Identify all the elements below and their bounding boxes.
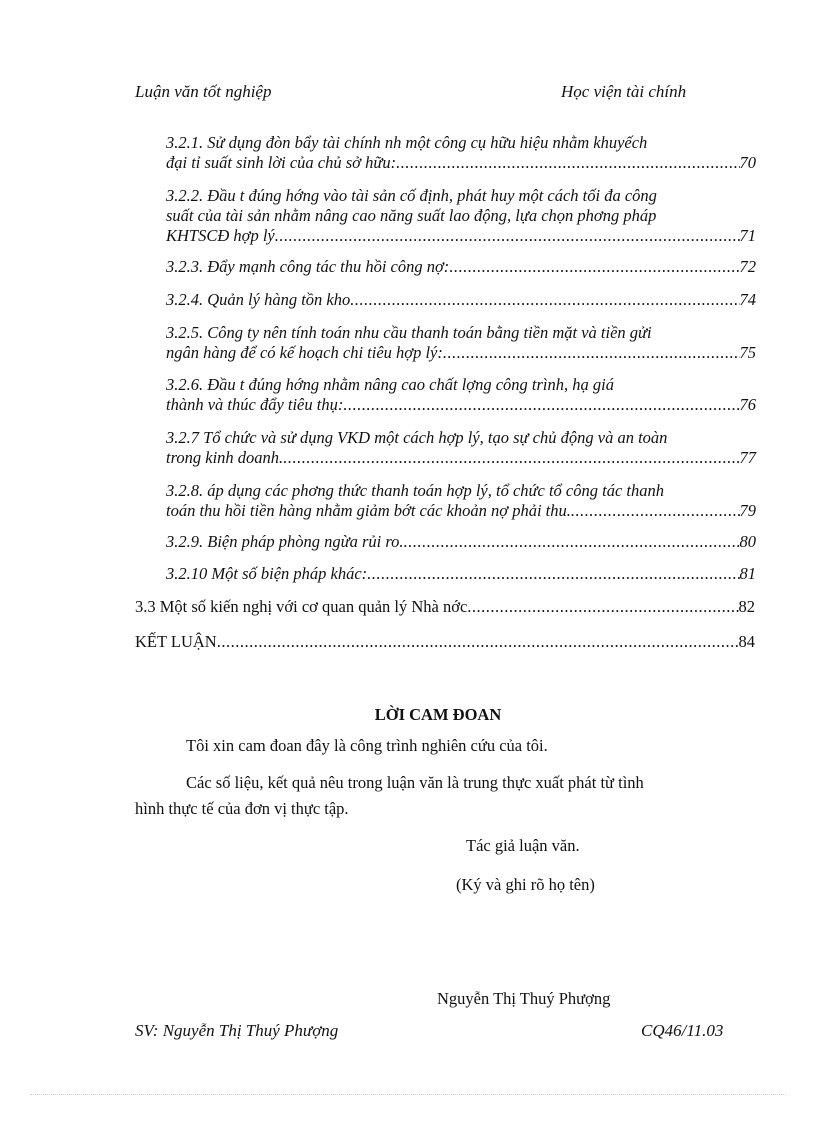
toc-leader	[396, 153, 739, 173]
toc-text: 3.3 Một số kiến nghị với cơ quan quản lý Nhà nớc	[135, 597, 468, 616]
toc-leader	[367, 564, 739, 584]
header-left: Luận văn tốt nghiệp	[135, 82, 272, 101]
toc-entry-3-2-5	[166, 323, 756, 363]
toc-text: toán thu hồi tiền hàng nhằm giảm bớt các khoản nợ phải thu.	[166, 501, 571, 520]
toc-text: KẾT LUẬN	[135, 632, 217, 651]
footer-right: CQ46/11.03	[641, 1021, 724, 1040]
toc-entry-3-2-2	[166, 186, 756, 246]
toc-line: 3.2.7 Tổ chức và sử dụng VKD một cách hợp lý, tạo sự chủ động và an toàn	[166, 428, 668, 447]
toc-leader	[449, 257, 739, 277]
toc-page: 71	[739, 226, 756, 245]
toc-entry-3-2-9	[166, 532, 756, 552]
toc-leader	[343, 395, 739, 415]
toc-text: 3.2.4. Quản lý hàng tồn kho	[166, 290, 351, 309]
footer-left: SV: Nguyễn Thị Thuý Phượng	[135, 1021, 339, 1040]
toc-text: ngân hàng để có kế hoạch chi tiêu hợp lý:	[166, 343, 443, 362]
toc-entry-3-2-7	[166, 428, 756, 468]
toc-entry-3-2-6	[166, 375, 756, 415]
toc-entry-3-2-4	[166, 290, 756, 310]
toc-entry-3-2-10	[166, 564, 756, 584]
page-bottom-divider	[30, 1094, 786, 1095]
toc-page: 74	[739, 290, 756, 309]
toc-page: 84	[738, 632, 755, 651]
signature-name: Nguyễn Thị Thuý Phượng	[437, 989, 611, 1008]
toc-text: thành và thúc đẩy tiêu thụ:	[166, 395, 344, 414]
toc-leader	[571, 501, 740, 521]
toc-text: 3.2.3. Đẩy mạnh công tác thu hồi công nợ:	[166, 257, 450, 276]
toc-line: 3.2.1. Sử dụng đòn bẩy tài chính nh một công cụ hữu hiệu nhằm khuyếch	[166, 133, 648, 152]
toc-text: 3.2.9. Biện pháp phòng ngừa rủi ro.	[166, 532, 404, 551]
declaration-paragraph-2-line-1: Các số liệu, kết quả nêu trong luận văn là trung thực xuất phát từ tình	[186, 773, 644, 792]
toc-line: 3.2.5. Công ty nên tính toán nhu cầu thanh toán bằng tiền mặt và tiền gửi	[166, 323, 652, 342]
toc-leader	[443, 343, 740, 363]
toc-text: trong kinh doanh.	[166, 448, 284, 467]
toc-leader	[404, 532, 740, 552]
signature-role: Tác giả luận văn.	[466, 836, 580, 855]
toc-page: 80	[739, 532, 756, 551]
toc-line: 3.2.8. áp dụng các phơng thức thanh toán hợp lý, tổ chức tổ công tác thanh	[166, 481, 664, 500]
toc-text: đại tỉ suất sinh lời của chủ sở hữu:	[166, 153, 397, 172]
toc-page: 70	[739, 153, 756, 172]
declaration-paragraph-2-line-2: hình thực tế của đơn vị thực tập.	[135, 799, 349, 818]
signature-note: (Ký và ghi rõ họ tên)	[456, 875, 595, 894]
toc-line: 3.2.2. Đầu t đúng hớng vào tài sản cố định, phát huy một cách tối đa công	[166, 186, 657, 205]
toc-entry-3-2-8	[166, 481, 756, 521]
toc-page: 72	[739, 257, 756, 276]
toc-page: 82	[738, 597, 755, 616]
toc-entry-3-2-3	[166, 257, 756, 277]
toc-page: 76	[739, 395, 756, 414]
toc-leader	[350, 290, 739, 310]
toc-page: 79	[739, 501, 756, 520]
toc-leader	[283, 448, 739, 468]
declaration-title: LỜI CAM ĐOAN	[374, 705, 502, 724]
toc-entry-ket-luan	[135, 632, 755, 652]
toc-line: suất của tài sản nhằm nâng cao năng suất lao động, lựa chọn phơng pháp	[166, 206, 657, 225]
header-right: Học viện tài chính	[561, 82, 687, 101]
toc-entry-3-2-1	[166, 133, 756, 173]
toc-leader	[275, 226, 740, 246]
toc-page: 75	[739, 343, 756, 362]
toc-entry-3-3	[135, 597, 755, 617]
toc-page: 81	[739, 564, 756, 583]
toc-page: 77	[739, 448, 756, 467]
toc-line: 3.2.6. Đầu t đúng hớng nhằm nâng cao chất lợng công trình, hạ giá	[166, 375, 614, 394]
declaration-paragraph-1: Tôi xin cam đoan đây là công trình nghiên cứu của tôi.	[186, 736, 548, 755]
toc-leader	[467, 597, 738, 617]
toc-text: KHTSCĐ hợp lý	[166, 226, 275, 245]
toc-text: 3.2.10 Một số biện pháp khác:	[166, 564, 368, 583]
toc-leader	[217, 632, 739, 652]
